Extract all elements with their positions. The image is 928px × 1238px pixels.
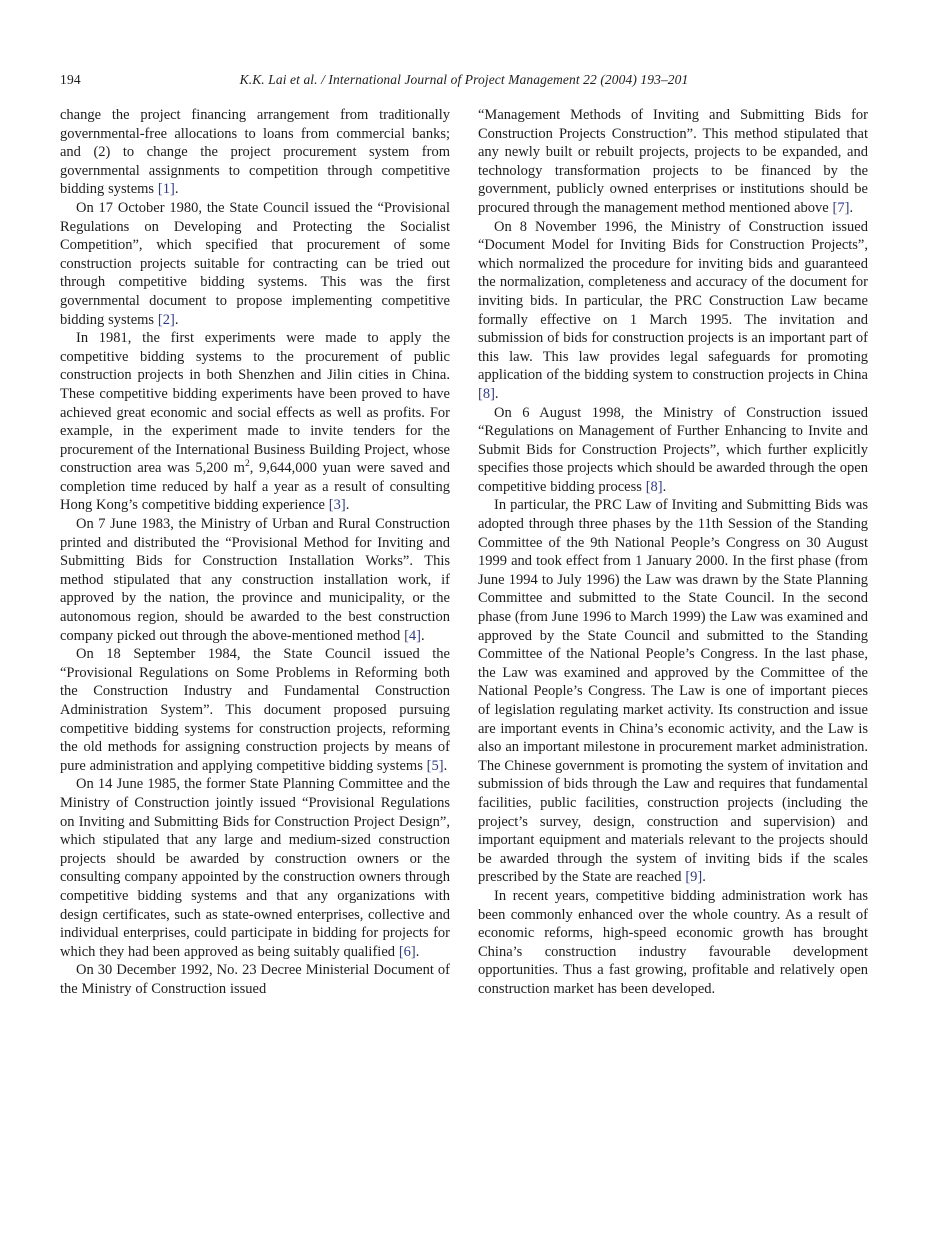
paragraph: “Management Methods of Inviting and Submitting Bids for Construction Projects Construction”. This method stipulated that any newly built or rebuilt projects, projects to be expanded, and technology transformation projects to be financed by the government, publicly owned enterprises or institutions should be procured through the management method mentioned above [7]. [478,107,868,216]
page-number: 194 [60,72,81,87]
citation-link[interactable]: [3] [328,497,346,514]
citation-link[interactable]: [9] [685,869,703,886]
paragraph: In recent years, competitive bidding administration work has been commonly enhanced over the whole country. As a result of economic reforms, high-speed economic growth has brought China’s construction industry favourable development opportunities. Thus a fast growing, profitable and relatively open construction market has been developed. [478,887,868,997]
citation-link[interactable]: [2] [157,311,175,328]
paragraph: On 30 December 1992, No. 23 Decree Ministerial Document of the Ministry of Construction issued [60,962,450,997]
citation-link[interactable]: [1] [157,181,175,198]
paragraph: On 6 August 1998, the Ministry of Construction issued “Regulations on Management of Further Enhancing to Invite and Submit Bids for Construction Projects”, which further explicitly specifies those projects which should be awarded through the open competitive bidding process [8]. [478,404,868,495]
paragraph: In particular, the PRC Law of Inviting and Submitting Bids was adopted through three phases by the 11th Session of the Standing Committee of the 9th National People’s Congress on 30 August 1999 and took effect from 1 January 2000. In the first phase (from June 1994 to July 1996) the Law was drawn by the State Planning Committee and submitted to the State Council. In the second phase (from June 1996 to March 1999) the Law was examined and approved by the State Council and submitted to the Standing Committee of the National People’s Congress. In the last phase, the Law was examined and approved by the Committee of the National People’s Congress. The Law is one of important pieces of legislation regulating market activity. Its construction and issue are important events in China’s economic activity, and the Law is also an important milestone in procurement market administration. The Chinese government is promoting the system of invitation and submission of bids through the Law and requires that fundamental facilities, public facilities, construction projects (including the project’s survey, design, construction and supervision) and important equipment and materials relevant to the projects should be awarded through the system of inviting bids if the scales prescribed by the State are reached [9]. [478,497,868,886]
citation-link[interactable]: [8] [645,478,663,495]
column-right [478,106,868,999]
running-head: K.K. Lai et al. / International Journal of Project Management 22 (2004) 193–201 [239,72,689,87]
citation-link[interactable]: [7] [832,199,850,216]
article-body [60,106,868,999]
paragraph: On 17 October 1980, the State Council issued the “Provisional Regulations on Developing and Protecting the Socialist Competition”, which specified that procurement of some construction projects suitable for contracting can be tried out through competitive bidding systems. This was the first governmental document to propose implementing competitive bidding systems [2]. [60,199,450,328]
citation-link[interactable]: [6] [398,943,416,960]
column-left [60,106,450,999]
citation-link[interactable]: [4] [404,627,421,644]
page-header [60,72,868,92]
citation-link[interactable]: [8] [478,385,495,402]
paragraph: In 1981, the first experiments were made to apply the competitive bidding systems to the procurement of public construction projects in both Shenzhen and Jilin cities in China. These competitive bidding experiments have been proved to have achieved great economic and social effects as well as profits. For example, in the experiment made to invite tenders for the procurement of the International Business Building Project, whose construction area was 5,200 $m^2$, 9,644,000 yuan were saved and completion time reduced by half a year as a result of consulting Hong Kong’s competitive bidding experience [3]. [60,330,450,514]
superscript: 2 [244,459,250,470]
paragraph: On 14 June 1985, the former State Planning Committee and the Ministry of Construction jointly issued “Provisional Regulations on Inviting and Submitting Bids for Construction Project Design”, which stipulated that any large and medium-sized construction projects should be awarded by construction owners or the consulting company appointed by the construction owners through competitive bidding systems and that any organizations with design certificates, such as state-owned enterprises, collective and individual enterprises, could participate in bidding for projects for which they had been approved as being suitably qualified [6]. [60,776,450,960]
paragraph: On 18 September 1984, the State Council issued the “Provisional Regulations on Some Problems in Reforming both the Construction Industry and Fundamental Construction Administration System”. This document proposed pursuing competitive bidding systems for construction projects, reforming the old methods for assigning construction projects by means of pure administration and applying competitive bidding systems [5]. [60,646,450,774]
paragraph: On 8 November 1996, the Ministry of Construction issued “Document Model for Inviting Bids for Construction Projects”, which normalized the procedure for inviting bids and guaranteed the normalization, completeness and accuracy of the document for inviting bids. In particular, the PRC Construction Law became formally effective on 1 March 1995. The invitation and submission of bids for construction projects is an important part of this law. This law provides legal safeguards for promoting application of the bidding system to construction projects in China [8]. [478,218,868,402]
citation-link[interactable]: [5] [426,757,444,774]
paragraph: change the project financing arrangement from traditionally governmental-free allocations to loans from commercial banks; and (2) to change the project procurement system from governmental assignments to competition through competitive bidding systems [1]. [60,107,450,198]
paragraph: On 7 June 1983, the Ministry of Urban and Rural Construction printed and distributed the “Provisional Method for Inviting and Submitting Bids for Construction Installation Works”. This method stipulated that any construction installation work, if approved by the nation, the province and municipality, or the autonomous region, should be awarded to the best construction company picked out through the above-mentioned method [4]. [60,516,450,644]
